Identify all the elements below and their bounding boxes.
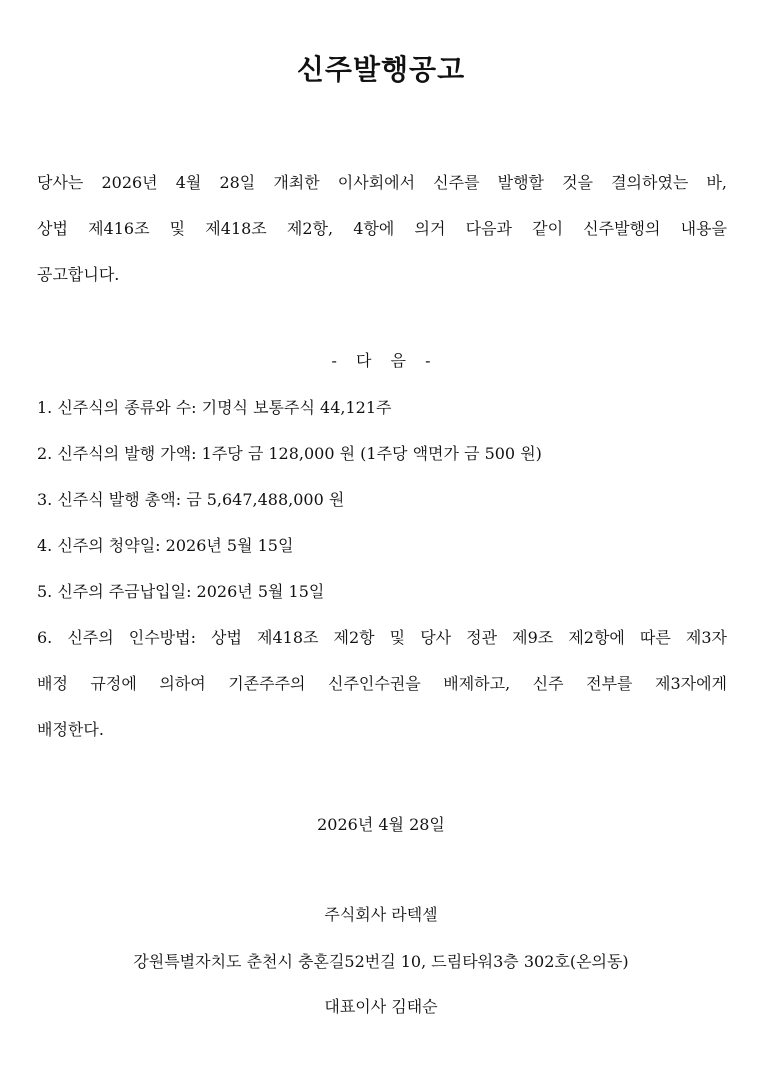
notice-item	[37, 431, 727, 477]
notice-item-line: 5. 신주의 주금납입일: 2026년 5월 15일	[37, 582, 325, 601]
notice-item	[37, 523, 727, 569]
intro-line: 상법 제416조 및 제418조 제2항, 4항에 의거 다음과 같이 신주발행의 내용을	[37, 219, 727, 238]
notice-item	[37, 615, 727, 753]
intro-paragraph	[37, 160, 727, 298]
notice-date: 2026년 4월 28일	[317, 815, 445, 834]
notice-item-line: 2. 신주식의 발행 가액: 1주당 금 128,000 원 (1주당 액면가 금 500 원)	[37, 444, 542, 463]
notice-title: 신주발행공고	[296, 53, 466, 86]
section-heading: - 다 음 -	[331, 351, 431, 370]
ceo-name: 대표이사 김태순	[324, 997, 438, 1016]
intro-line: 당사는 2026년 4월 28일 개최한 이사회에서 신주를 발행할 것을 결의하였는 바,	[37, 173, 727, 192]
company-address: 강원특별자치도 춘천시 충혼길52번길 10, 드림타워3층 302호(온의동)	[133, 952, 629, 971]
notice-item	[37, 477, 727, 523]
notice-item	[37, 569, 727, 615]
notice-item-line: 배정한다.	[37, 720, 104, 739]
notice-item-line: 배정 규정에 의하여 기존주주의 신주인수권을 배제하고, 신주 전부를 제3자에게	[37, 674, 727, 693]
notice-items	[37, 385, 727, 753]
company-name: 주식회사 라텍셀	[324, 905, 438, 924]
notice-item-line: 6. 신주의 인수방법: 상법 제418조 제2항 및 당사 정관 제9조 제2항에 따른 제3자	[37, 628, 727, 647]
notice-item-line: 4. 신주의 청약일: 2026년 5월 15일	[37, 536, 294, 555]
notice-item-line: 3. 신주식 발행 총액: 금 5,647,488,000 원	[37, 490, 345, 509]
notice-item-line: 1. 신주식의 종류와 수: 기명식 보통주식 44,121주	[37, 398, 392, 417]
intro-line: 공고합니다.	[37, 265, 120, 284]
notice-item	[37, 385, 727, 431]
